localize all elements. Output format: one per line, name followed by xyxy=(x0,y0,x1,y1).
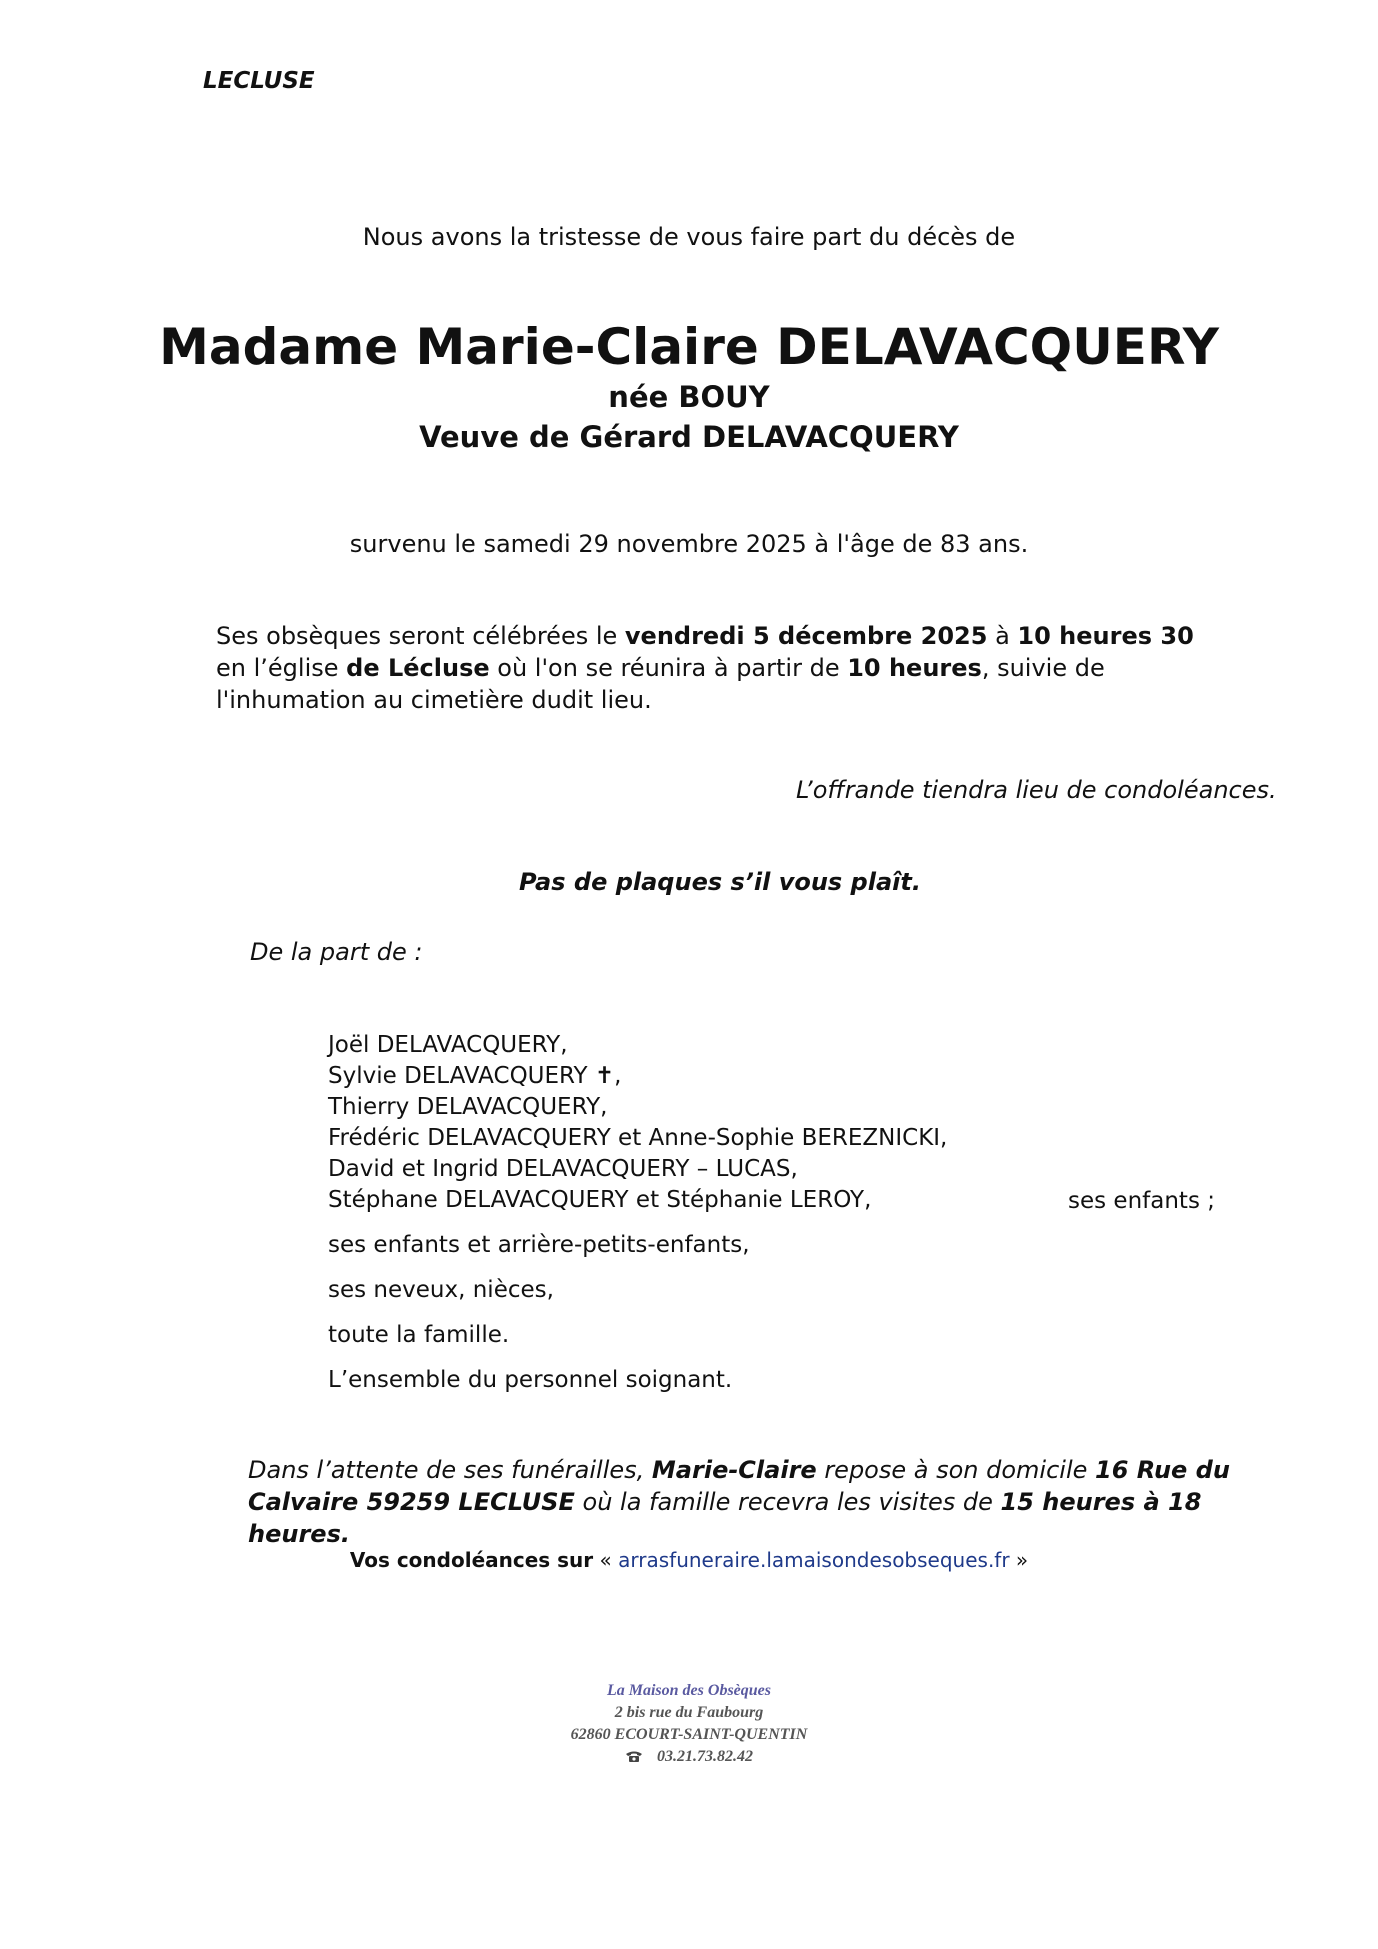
viewing-address: 16 Rue du Calvaire 59259 LECLUSE xyxy=(248,1456,1230,1516)
viewing-hours: 15 heures à 18 heures. xyxy=(248,1488,1202,1548)
funeral-place: de Lécluse xyxy=(346,654,490,682)
funeral-text-3: en l’église xyxy=(216,654,347,682)
child-entry: Sylvie DELAVACQUERY ✝, xyxy=(328,1063,622,1089)
intro-text: Nous avons la tristesse de vous faire part du décès de xyxy=(362,223,1016,251)
funeral-home-phone: 03.21.73.82.42 xyxy=(657,1748,753,1765)
child-entry: David et Ingrid DELAVACQUERY – LUCAS, xyxy=(328,1156,798,1182)
funeral-home-street: 2 bis rue du Faubourg xyxy=(614,1704,764,1721)
funeral-text-2: à xyxy=(987,622,1018,650)
viewing-paragraph xyxy=(248,1454,1308,1550)
viewing-first-name: Marie-Claire xyxy=(651,1456,817,1484)
child-entry: Thierry DELAVACQUERY, xyxy=(328,1094,608,1120)
funeral-home-city: 62860 ECOURT-SAINT-QUENTIN xyxy=(570,1726,808,1743)
offering-note: L’offrande tiendra lieu de condoléances. xyxy=(796,776,1277,804)
telephone-icon xyxy=(625,1750,643,1762)
relative-entry: toute la famille. xyxy=(328,1322,510,1348)
condolences-open-quote: « xyxy=(593,1548,619,1572)
funeral-home-phone-line xyxy=(0,1746,1378,1768)
funeral-paragraph xyxy=(216,620,1226,716)
children-list xyxy=(328,1030,947,1216)
condolences-link[interactable]: arrasfuneraire.lamaisondesobseques.fr xyxy=(618,1548,1010,1572)
child-entry: Stéphane DELAVACQUERY et Stéphanie LEROY, xyxy=(328,1187,872,1213)
children-label: ses enfants ; xyxy=(1068,1188,1215,1214)
funeral-text-1: Ses obsèques seront célébrées le xyxy=(216,622,625,650)
funeral-text-4: où l'on se réunira à partir de xyxy=(489,654,848,682)
maiden-name: née BOUY xyxy=(608,380,770,414)
funeral-time: 10 heures 30 xyxy=(1017,622,1194,650)
viewing-text-1: Dans l’attente de ses funérailles, xyxy=(248,1456,652,1484)
viewing-text-3: où la famille recevra les visites de xyxy=(574,1488,1001,1516)
child-entry: Joël DELAVACQUERY, xyxy=(328,1032,568,1058)
on-behalf-of-label: De la part de : xyxy=(250,938,423,966)
relative-entry: ses enfants et arrière-petits-enfants, xyxy=(328,1232,750,1258)
widow-of: Veuve de Gérard DELAVACQUERY xyxy=(419,420,959,454)
relative-entry: L’ensemble du personnel soignant. xyxy=(328,1367,733,1393)
funeral-home-name: La Maison des Obsèques xyxy=(606,1682,771,1699)
relative-entry: ses neveux, nièces, xyxy=(328,1277,554,1303)
condolences-close-quote: » xyxy=(1009,1548,1029,1572)
funeral-text-5: , suivie de l'inhumation au cimetière dudit lieu. xyxy=(216,654,1105,714)
no-plaques-note: Pas de plaques s’il vous plaît. xyxy=(519,868,921,896)
funeral-date: vendredi 5 décembre 2025 xyxy=(624,622,988,650)
deceased-name: Madame Marie-Claire DELAVACQUERY xyxy=(159,318,1219,376)
condolences-label: Vos condoléances sur xyxy=(349,1548,594,1572)
funeral-home-block xyxy=(0,1680,1378,1768)
town-header: LECLUSE xyxy=(203,68,315,94)
condolences-line xyxy=(0,1548,1378,1572)
gathering-time: 10 heures xyxy=(847,654,982,682)
death-notice: survenu le samedi 29 novembre 2025 à l'âge de 83 ans. xyxy=(349,530,1029,558)
child-entry: Frédéric DELAVACQUERY et Anne-Sophie BEREZNICKI, xyxy=(328,1125,948,1151)
viewing-text-2: repose à son domicile xyxy=(816,1456,1096,1484)
